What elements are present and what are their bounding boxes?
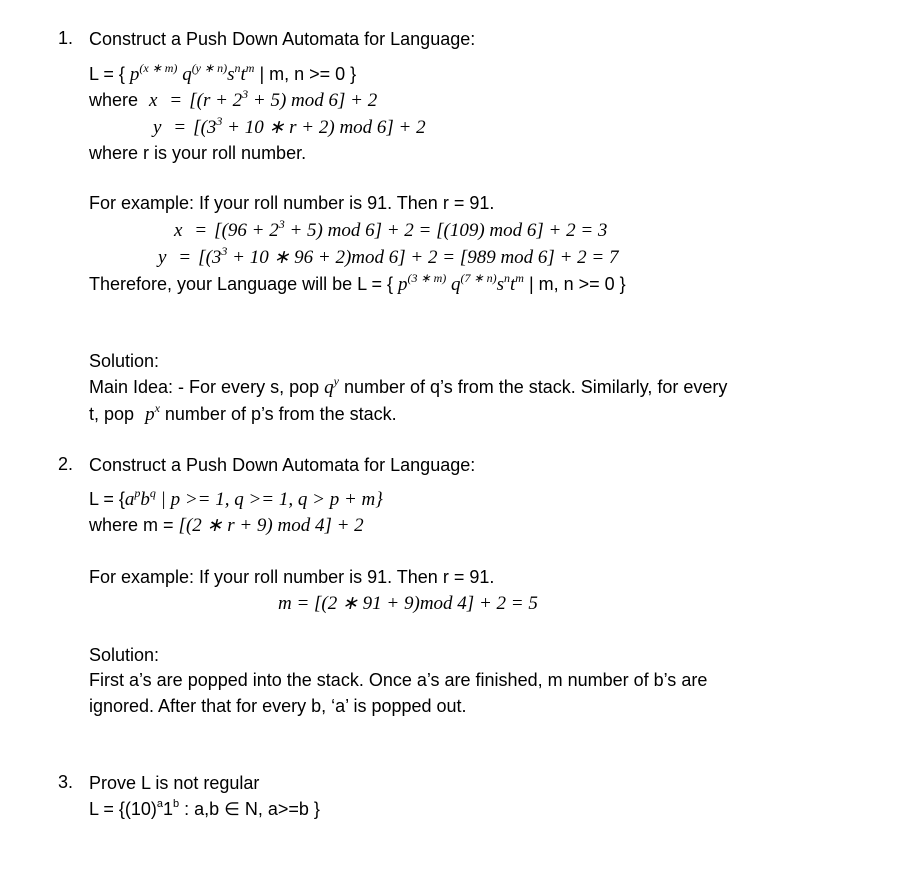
q1-y-formula: $y = [(3^3 + 10$ ∗ r + 2) mod 6] + 2 (153, 113, 426, 138)
q1-where-label: where (89, 90, 139, 110)
q2-solution-line1: First a’s are popped into the stack. Once a’s are finished, m number of b’s are (89, 670, 708, 690)
q1-where-r: where r is your roll number. (89, 143, 307, 163)
q2-solution-line2: ignored. After that for every b, ‘a’ is popped out. (89, 696, 467, 716)
q1-therefore: Therefore, your Language will be L = { $p^{(3 ∗ m)}$ $q^{(7 ∗ n)}s^nt^m$ | m, n >= 0 } (89, 270, 626, 295)
q2-solution-label: Solution: (89, 645, 160, 665)
q1-main-idea-line1: Main Idea: - For every s, pop $q^y$ number of q’s from the stack. Similarly, for every (89, 373, 728, 398)
q1-language (89, 60, 357, 86)
q1-lang-expression: $p^{(x ∗ m)}$ $q^{(y ∗ n)}s^nt^m$ (129, 60, 255, 85)
q1-example-x: $x = [(96 + 2^3 + 5)$ mod 6] + 2 = [(109) mod 6] + 2 = 3 (174, 216, 608, 241)
q2-number: 2. (58, 454, 74, 474)
q1-example-intro: For example: If your roll number is 91. Then r = 91. (89, 193, 495, 213)
q2-heading: Construct a Push Down Automata for Language: (89, 455, 476, 475)
q2-m-formula: [(2 ∗ r + 9) mod 4] + 2 (178, 515, 364, 536)
q3-heading: Prove L is not regular (89, 773, 260, 793)
q1-lang-prefix: L = { (89, 64, 125, 84)
q2-example-intro: For example: If your roll number is 91. Then r = 91. (89, 567, 495, 587)
q1-heading: Construct a Push Down Automata for Language: (89, 29, 476, 49)
q1-therefore-expression: $p^{(3 ∗ m)}$ $q^{(7 ∗ n)}s^nt^m$ (398, 270, 524, 295)
q2-example-m: m = [(2 ∗ 91 + 9)mod 4] + 2 = 5 (278, 593, 538, 614)
q1-main-idea-line2: t, pop $p^x$ number of p’s from the stack. (89, 400, 397, 425)
q1-solution-label: Solution: (89, 351, 160, 371)
q1-number: 1. (58, 28, 74, 48)
q2-language: $L = \{a^pb^q$ | p >= 1, q >= 1, q > p + m} (89, 485, 383, 510)
q1-x-formula: where $x = [(r + 2^3 + 5)$ mod 6] + 2 (89, 86, 378, 111)
q2-where-m: where m = [(2 ∗ r + 9) mod 4] + 2 (89, 515, 364, 536)
q1-example-y: $y = [(3^3 + 10$ ∗ 96 + 2)mod 6] + 2 = [989 mod 6] + 2 = 7 (158, 243, 619, 268)
q3-language: $L = \{(10)^a1^b$ : a,b ∈ N, a>=b } (89, 798, 320, 819)
q3-number: 3. (58, 772, 74, 792)
q1-lang-suffix: | m, n >= 0 } (259, 64, 357, 84)
